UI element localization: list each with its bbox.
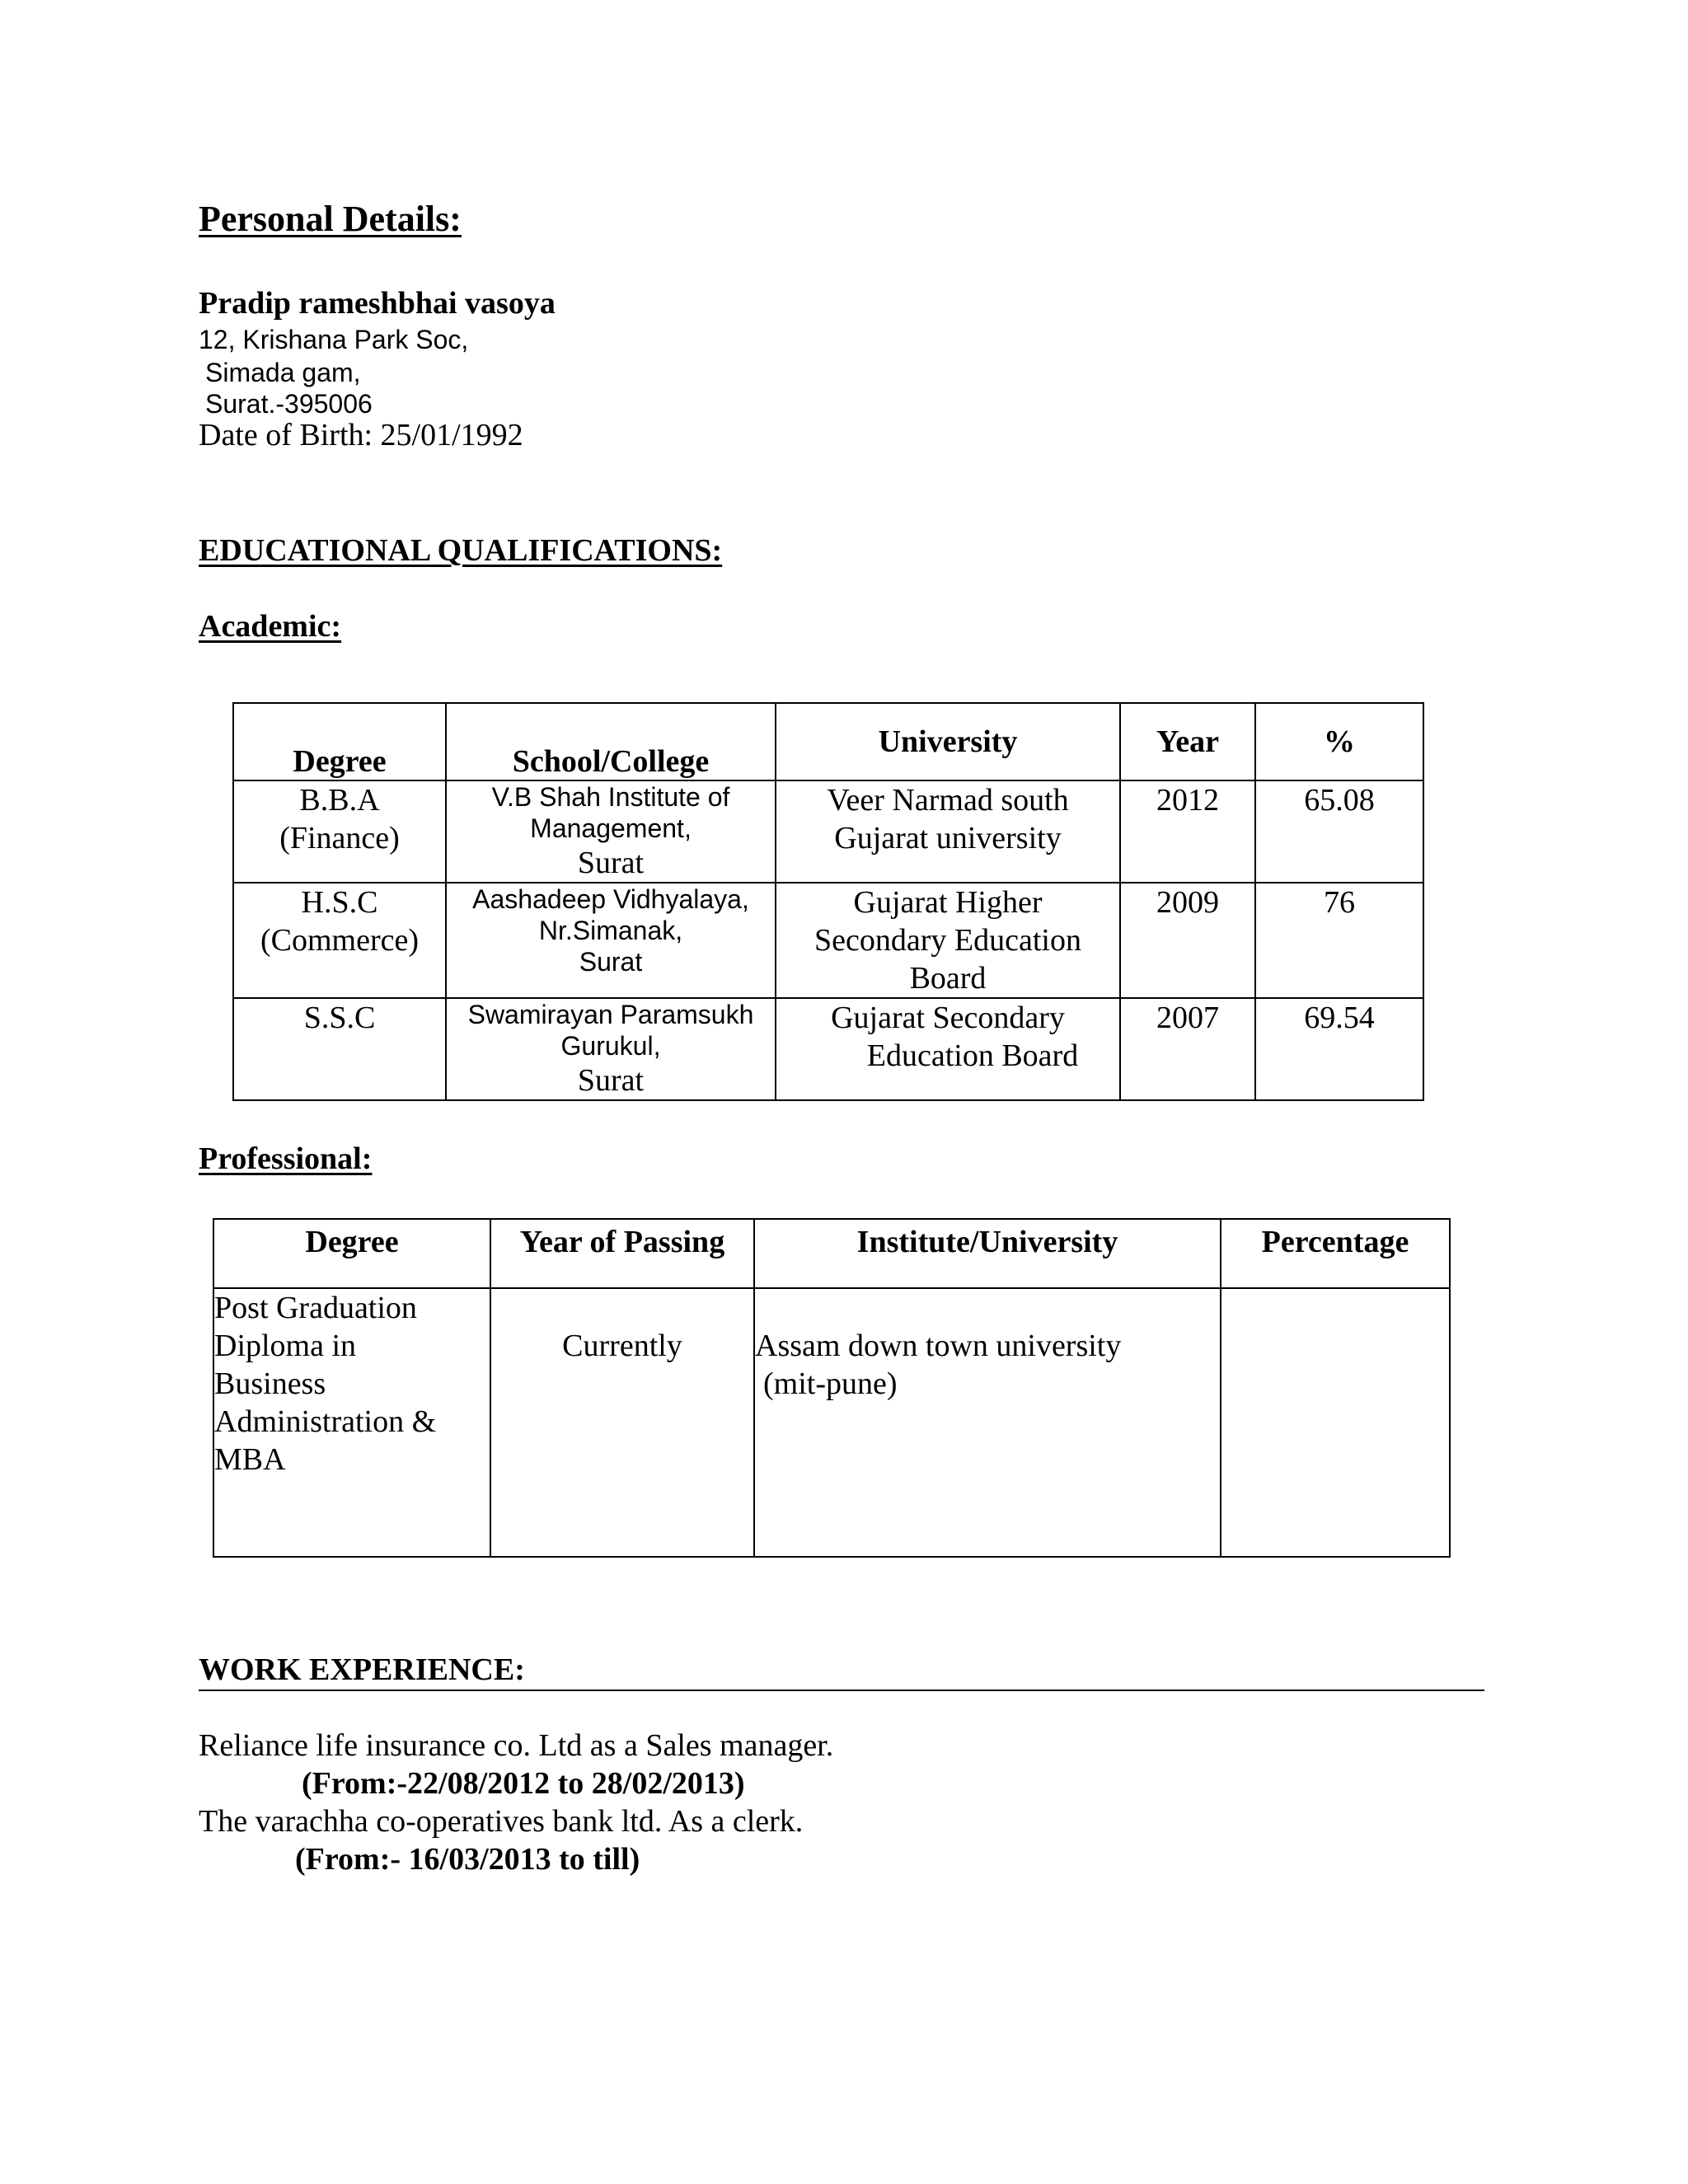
date-of-birth: Date of Birth: 25/01/1992: [199, 418, 523, 452]
address-line-1: 12, Krishana Park Soc,: [199, 325, 469, 354]
school-city: Surat: [577, 846, 645, 880]
university-line: Gujarat Secondary: [831, 1001, 1065, 1035]
school-line: V.B Shah Institute of: [491, 782, 730, 812]
school-cell: [446, 883, 776, 998]
table-row: [233, 780, 1423, 883]
degree-cell: [213, 1288, 490, 1557]
school-cell: [446, 780, 776, 883]
degree-line: (Finance): [279, 821, 400, 855]
job-1: Reliance life insurance co. Ltd as a Sales manager.: [199, 1728, 834, 1763]
degree-line: MBA: [214, 1442, 286, 1477]
academic-header-row: [233, 703, 1423, 780]
institute-cell: [754, 1288, 1221, 1557]
degree-line: (Commerce): [260, 923, 420, 958]
university-cell: [776, 883, 1120, 998]
university-cell: [776, 998, 1120, 1100]
school-cell: [446, 998, 776, 1100]
job-2: The varachha co-operatives bank ltd. As a clerk.: [199, 1804, 804, 1839]
header-university: University: [776, 703, 1120, 780]
percent-cell: 76: [1255, 883, 1423, 998]
header-degree: Degree: [233, 703, 446, 780]
school-line: Swamirayan Paramsukh: [467, 1000, 754, 1029]
university-line: Secondary Education: [814, 923, 1081, 958]
address-line-3: Surat.-395006: [205, 389, 373, 419]
header-institute-university: Institute/University: [754, 1219, 1221, 1288]
degree-cell: [233, 780, 446, 883]
work-experience-rule: [199, 1690, 1484, 1691]
year-of-passing-cell: Currently: [490, 1288, 754, 1557]
percent-cell: 65.08: [1255, 780, 1423, 883]
school-city: Surat: [577, 1063, 645, 1098]
header-school-college: School/College: [446, 703, 776, 780]
person-name: Pradip rameshbhai vasoya: [199, 286, 556, 321]
header-year: Year: [1120, 703, 1255, 780]
address-line-2: Simada gam,: [205, 358, 361, 387]
personal-details-heading: Personal Details:: [199, 199, 462, 239]
table-row: [233, 883, 1423, 998]
degree-line: Business: [214, 1366, 326, 1401]
job-2-period: (From:- 16/03/2013 to till): [295, 1842, 640, 1877]
percentage-cell: [1221, 1288, 1450, 1557]
table-row: [233, 998, 1423, 1100]
degree-cell: [233, 998, 446, 1100]
degree-line: Post Graduation: [214, 1291, 417, 1325]
school-line: Management,: [530, 813, 692, 843]
year-cell: 2007: [1120, 998, 1255, 1100]
degree-line: S.S.C: [303, 1001, 376, 1035]
professional-header-row: [213, 1219, 1450, 1288]
professional-heading: Professional:: [199, 1141, 373, 1176]
university-line: Veer Narmad south: [827, 783, 1069, 818]
school-line: Gurukul,: [560, 1031, 661, 1061]
degree-cell: [233, 883, 446, 998]
school-line: Nr.Simanak,: [538, 916, 683, 945]
header-percent: %: [1255, 703, 1423, 780]
header-percentage: Percentage: [1221, 1219, 1450, 1288]
university-line: Education Board: [866, 1038, 1079, 1073]
academic-table: [232, 702, 1424, 1101]
header-year-of-passing: Year of Passing: [490, 1219, 754, 1288]
university-cell: [776, 780, 1120, 883]
university-line: Gujarat Higher: [853, 885, 1043, 920]
header-degree: Degree: [213, 1219, 490, 1288]
professional-table: [213, 1218, 1451, 1558]
university-line: Board: [909, 961, 987, 996]
year-cell: 2012: [1120, 780, 1255, 883]
academic-heading: Academic:: [199, 609, 342, 644]
school-city: Surat: [579, 947, 643, 977]
degree-line: Administration &: [214, 1404, 437, 1439]
job-1-period: (From:-22/08/2012 to 28/02/2013): [302, 1766, 745, 1801]
degree-line: Diploma in: [214, 1329, 357, 1363]
degree-line: H.S.C: [301, 885, 378, 920]
institute-line: (mit-pune): [763, 1366, 898, 1401]
work-experience-heading: WORK EXPERIENCE:: [199, 1652, 525, 1687]
year-cell: 2009: [1120, 883, 1255, 998]
percent-cell: 69.54: [1255, 998, 1423, 1100]
institute-line: Assam down town university: [755, 1329, 1122, 1363]
education-heading: EDUCATIONAL QUALIFICATIONS:: [199, 533, 723, 568]
degree-line: B.B.A: [299, 783, 380, 818]
table-row: [213, 1288, 1450, 1557]
school-line: Aashadeep Vidhyalaya,: [472, 884, 749, 914]
university-line: Gujarat university: [834, 821, 1062, 855]
